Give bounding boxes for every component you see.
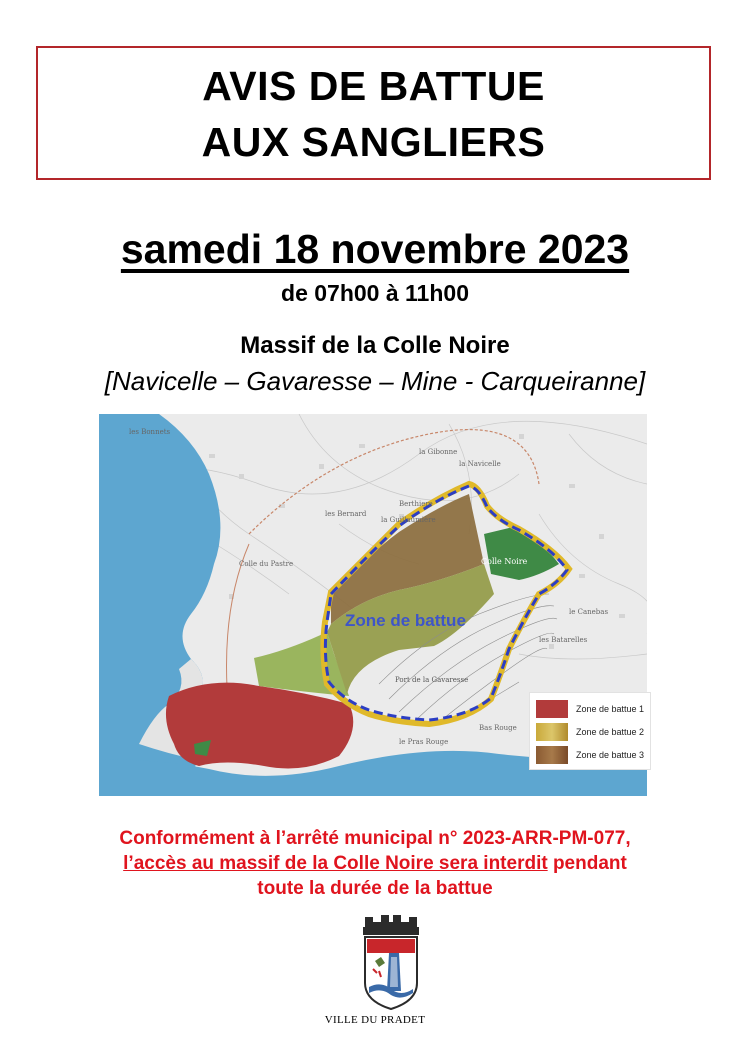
crest-icon	[355, 913, 427, 1011]
map-place-label: les Batarelles	[539, 636, 588, 644]
town-crest-logo	[355, 913, 427, 1011]
notice-line-2-rest: pendant	[547, 853, 627, 874]
map-place-label: les Bernard	[325, 510, 367, 518]
event-place: Massif de la Colle Noire	[240, 332, 510, 359]
legend-swatch	[536, 746, 568, 764]
map-place-label: Colle du Pastre	[239, 560, 294, 568]
map-place-label: le Canebas	[569, 608, 609, 616]
map-place-label: Port de la Gavaresse	[395, 676, 469, 684]
map-place-label: la Guillaumière	[381, 516, 436, 524]
map-legend	[529, 692, 651, 770]
notice-line-1: Conformément à l’arrêté municipal n° 2023-ARR-PM-077,	[119, 828, 631, 849]
legend-label: Zone de battue 1	[576, 704, 645, 714]
title-box	[36, 46, 711, 180]
map-place-label: Bas Rouge	[479, 724, 517, 732]
event-places-detail: [Navicelle – Gavaresse – Mine - Carqueiranne]	[104, 366, 646, 396]
access-notice	[0, 826, 750, 901]
map-place-label: la Gibonne	[419, 448, 458, 456]
notice-line-2-underlined: l’accès au massif de la Colle Noire sera interdit	[123, 853, 548, 874]
legend-label: Zone de battue 3	[576, 750, 645, 760]
map-place-label: le Pras Rouge	[399, 738, 449, 746]
town-name: VILLE DU PRADET	[324, 1014, 426, 1026]
legend-swatch	[536, 723, 568, 741]
event-date: samedi 18 novembre 2023	[120, 226, 630, 272]
map-place-label: Berthiere	[399, 500, 433, 508]
title-line-2: AUX SANGLIERS	[201, 119, 546, 165]
map-place-label: la Navicelle	[459, 460, 501, 468]
notice-line-3: toute la durée de la battue	[257, 878, 493, 899]
legend-item	[536, 699, 644, 719]
map-place-label: Colle Noire	[481, 557, 528, 566]
legend-label: Zone de battue 2	[576, 727, 645, 737]
event-hours: de 07h00 à 11h00	[281, 280, 469, 306]
notice-line-2	[0, 851, 750, 876]
map-zone-label: Zone de battue	[345, 611, 466, 630]
legend-swatch	[536, 700, 568, 718]
map-place-label: les Bonnets	[129, 428, 171, 436]
legend-item	[536, 745, 644, 765]
legend-item	[536, 722, 644, 742]
title-line-1: AVIS DE BATTUE	[202, 63, 545, 109]
